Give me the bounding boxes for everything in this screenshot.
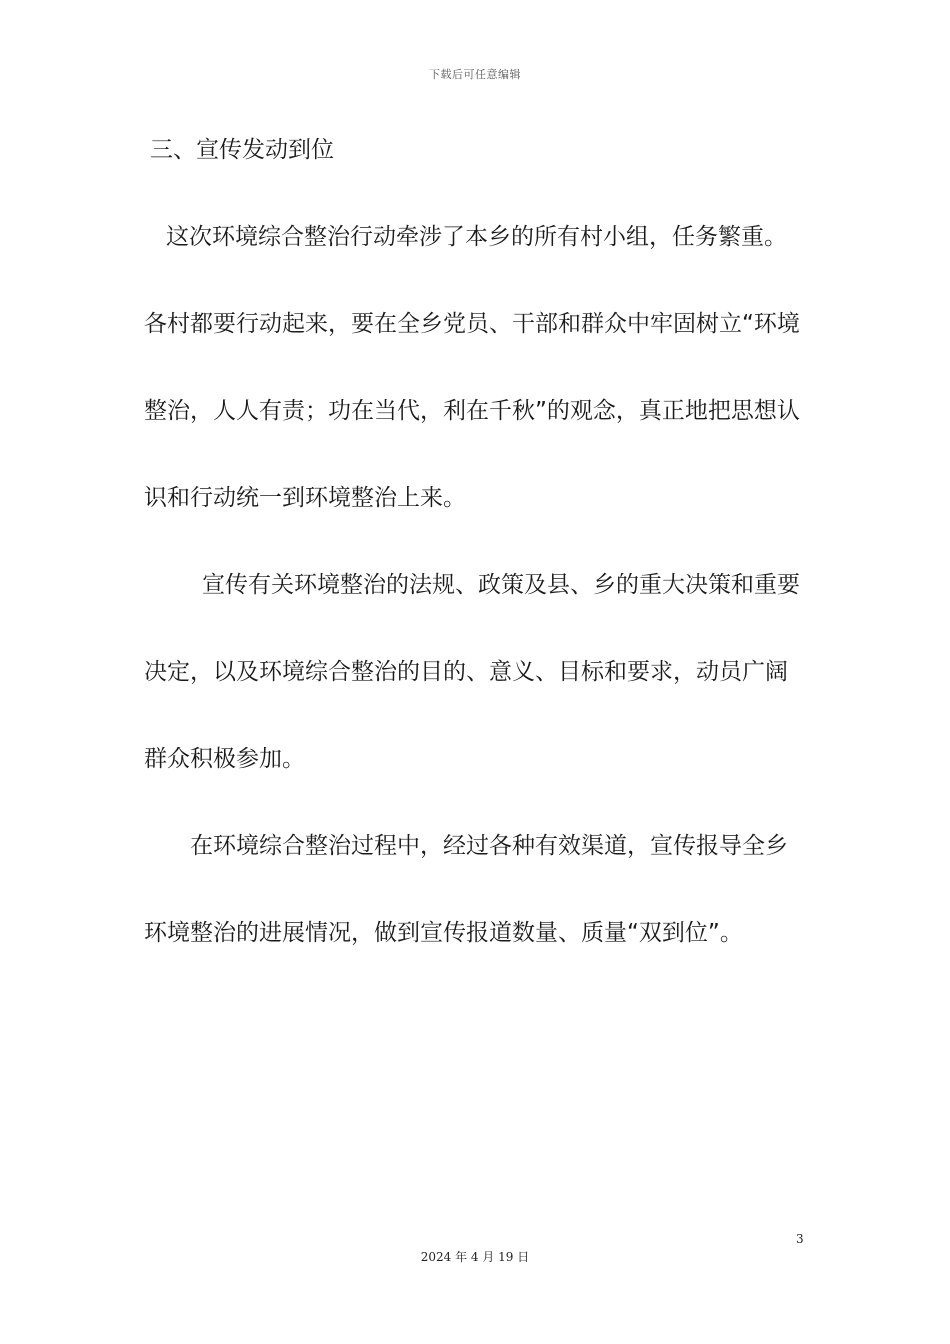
paragraph-line: 这次环境综合整治行动牵涉了本乡的所有村小组，任务繁重。 xyxy=(166,224,787,250)
paragraph-line: 整治，人人有责；功在当代，利在千秋”的观念，真正地把思想认 xyxy=(144,398,800,424)
paragraph-line: 识和行动统一到环境整治上来。 xyxy=(144,485,466,511)
page-number: 3 xyxy=(796,1232,804,1246)
section-heading: 三、宣传发动到位 xyxy=(150,137,334,163)
header-note: 下载后可任意编辑 xyxy=(429,68,521,81)
paragraph-line: 环境整治的进展情况，做到宣传报道数量、质量“双到位”。 xyxy=(144,920,743,946)
paragraph-line: 在环境综合整治过程中，经过各种有效渠道，宣传报导全乡 xyxy=(190,833,788,859)
paragraph-line: 群众积极参加。 xyxy=(144,746,305,772)
paragraph-line: 宣传有关环境整治的法规、政策及县、乡的重大决策和重要 xyxy=(202,572,800,598)
document-body xyxy=(144,128,806,998)
paragraph-line: 决定，以及环境综合整治的目的、意义、目标和要求，动员广阔 xyxy=(144,659,788,685)
paragraph-line: 各村都要行动起来，要在全乡党员、干部和群众中牢固树立“环境 xyxy=(144,311,800,337)
footer-date: 2024 年 4 月 19 日 xyxy=(420,1250,530,1264)
